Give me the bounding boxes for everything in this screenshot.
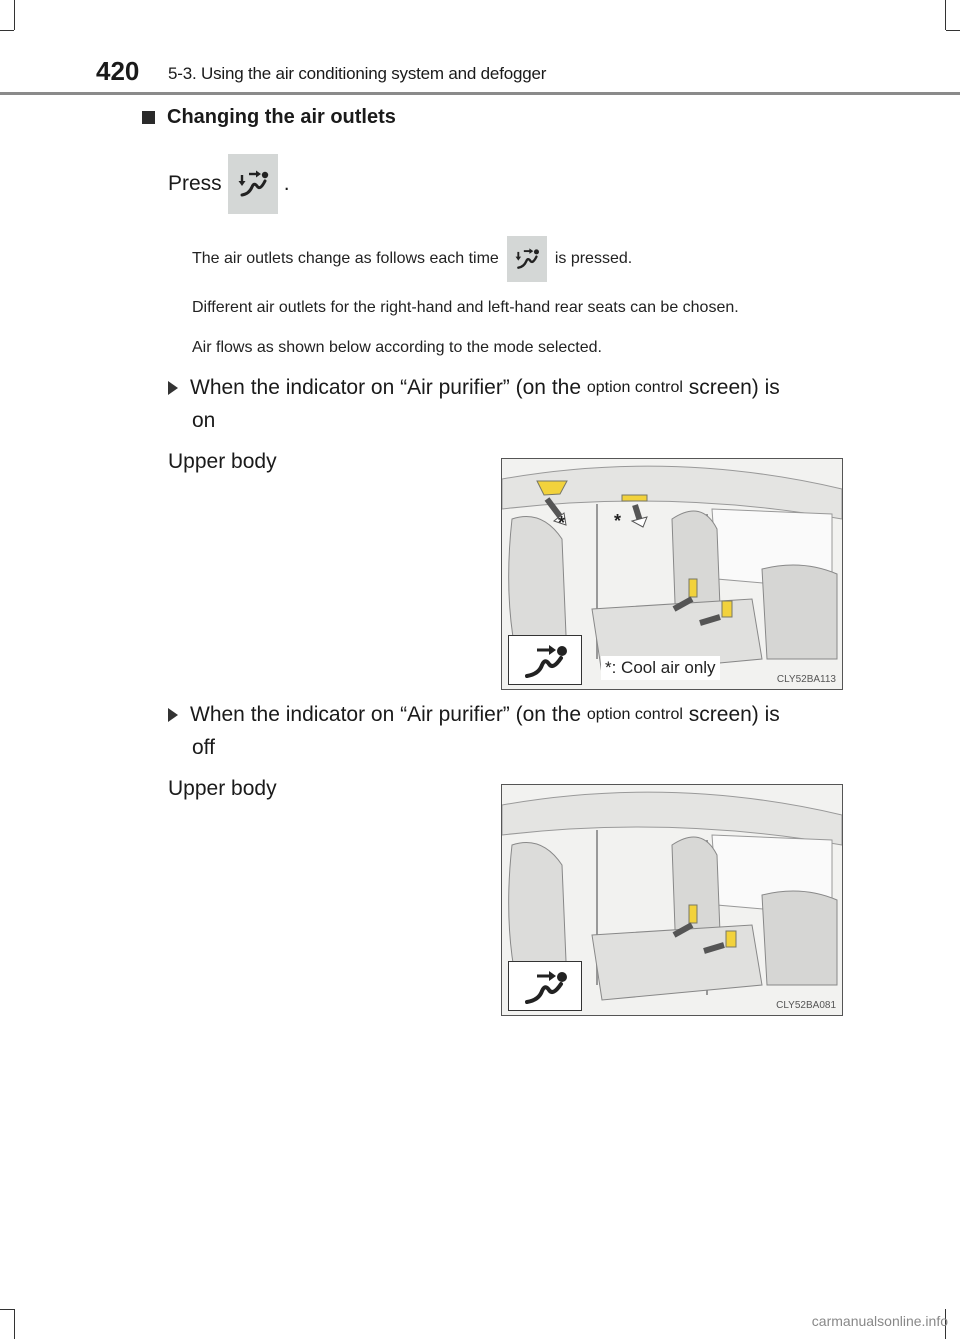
condition-purifier-off [168,698,840,764]
crop-mark [946,30,960,31]
asterisk-marker: * [558,513,566,533]
note-airflow-mode: Air flows as shown below according to the mode selected. [192,339,602,356]
crop-mark [945,0,946,30]
crop-mark [14,1309,15,1339]
condition-purifier-on [168,371,840,437]
condition-text-after: screen) is [688,376,780,399]
press-suffix: . [283,172,290,195]
press-instruction [168,154,290,214]
watermark: carmanualsonline.info [811,1313,948,1329]
note-line1-before: The air outlets change as follows each time [192,250,499,267]
air-outlet-mode-button-inline[interactable] [507,236,547,282]
condition-text-before: When the indicator on “Air purifier” (on the [190,703,582,726]
condition-text-before: When the indicator on “Air purifier” (on the [190,376,582,399]
air-outlet-mode-button[interactable] [228,154,278,214]
condition-tail: off [192,736,215,759]
airflow-mode-icon [234,169,272,199]
upper-body-airflow-icon [508,961,582,1011]
note-line1-after: is pressed. [554,250,633,267]
figure-caption-cool-air: *: Cool air only [601,656,720,680]
heading-text: Changing the air outlets [167,106,396,128]
mode-label-upper-body: Upper body [168,450,277,473]
triangle-bullet-icon [168,708,178,722]
press-label: Press [168,172,222,195]
note-rear-seats: Different air outlets for the right-hand and left-hand rear seats can be chosen. [192,299,739,316]
crop-mark [14,0,15,30]
note-outlets-change [192,236,632,282]
airflow-mode-icon [512,247,542,271]
triangle-bullet-icon [168,381,178,395]
figure-code: CLY52BA081 [776,1000,836,1011]
condition-text-small: option control [586,706,683,723]
asterisk-marker: * [614,511,622,531]
page-number: 420 [96,56,140,86]
figure-code: CLY52BA113 [776,674,836,685]
header-divider [0,92,960,95]
section-title: 5-3. Using the air conditioning system and defogger [168,64,547,83]
heading [142,106,396,129]
square-bullet-icon [142,111,155,124]
condition-text-after: screen) is [688,703,780,726]
condition-text-small: option control [586,379,683,396]
upper-body-airflow-icon [508,635,582,685]
figure-airflow-purifier-off [501,784,843,1016]
crop-mark [0,1309,14,1310]
crop-mark [0,30,14,31]
mode-label-upper-body: Upper body [168,777,277,800]
condition-tail: on [192,409,216,432]
figure-airflow-purifier-on [501,458,843,690]
